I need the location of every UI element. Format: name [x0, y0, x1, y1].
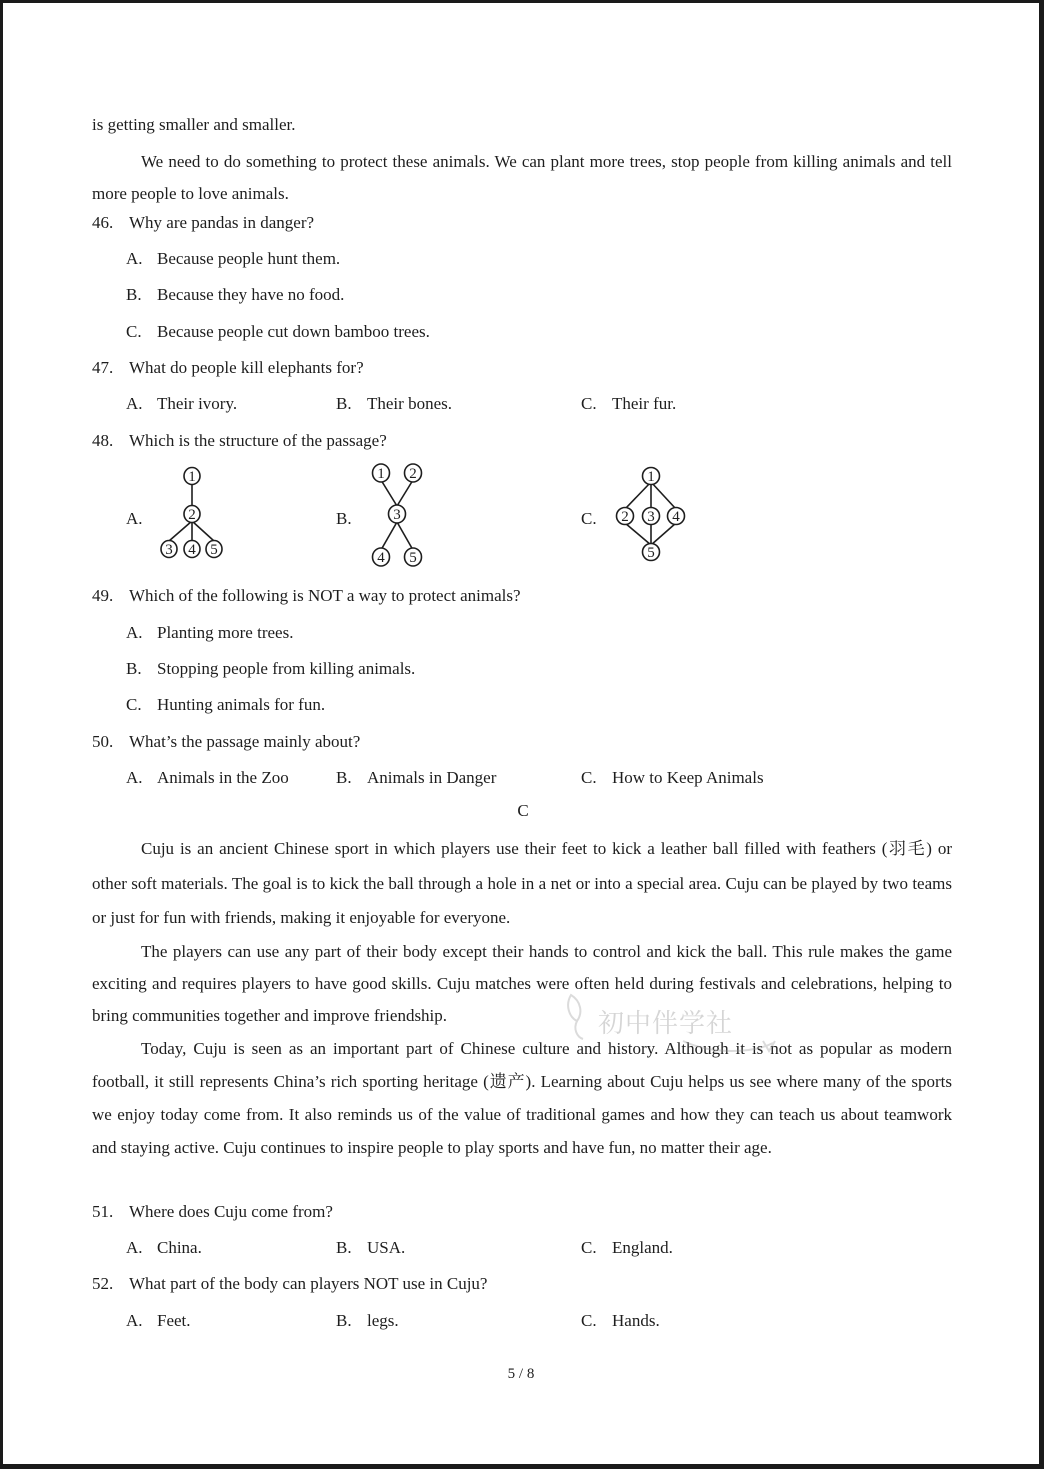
option-52-c[interactable] [581, 1310, 660, 1332]
option-48-a-label[interactable]: A. [126, 509, 143, 528]
svg-text:5: 5 [409, 550, 417, 566]
option-51-b[interactable] [336, 1237, 405, 1259]
option-letter: B. [126, 659, 142, 678]
structure-diagram-a[interactable] [153, 465, 233, 570]
svg-text:5: 5 [647, 545, 655, 561]
option-text: Animals in the Zoo [157, 768, 289, 787]
option-letter: B. [126, 285, 142, 304]
question-number: 47. [92, 358, 114, 377]
question-text: Which of the following is NOT a way to protect animals? [129, 586, 521, 605]
svg-text:1: 1 [377, 466, 385, 482]
option-text: China. [157, 1238, 202, 1257]
option-letter: A. [126, 1238, 143, 1257]
option-letter: B. [336, 1238, 352, 1257]
option-51-c[interactable] [581, 1237, 673, 1259]
option-letter: A. [126, 1311, 143, 1330]
option-letter: A. [126, 394, 143, 413]
option-letter: B. [336, 768, 352, 787]
tree-diagram-icon [153, 465, 233, 565]
svg-text:2: 2 [188, 507, 196, 523]
svg-text:3: 3 [393, 507, 401, 523]
structure-diagram-b[interactable] [365, 460, 431, 577]
question-number: 51. [92, 1202, 114, 1221]
question-text: Which is the structure of the passage? [129, 431, 387, 450]
option-50-c[interactable] [581, 767, 764, 789]
passage-c-paragraph-2 [92, 936, 952, 1032]
svg-text:2: 2 [621, 509, 629, 525]
option-text: USA. [367, 1238, 406, 1257]
question-52 [92, 1273, 487, 1295]
svg-text:1: 1 [647, 469, 655, 485]
question-number: 52. [92, 1274, 114, 1293]
question-text: What’s the passage mainly about? [129, 732, 361, 751]
paragraph-text: Today, Cuju is seen as an important part of Chinese culture and history. Although it is not as popular as modern football, it still represents China’s rich sporting heritage (遗产). Learning about Cuju helps us see where many of the sports we enjoy today come from. It also reminds us of the value of traditional games and how they can teach us about teamwork and staying active. Cuju continues to inspire people to play sports and have fun, no matter their age. [92, 1039, 952, 1157]
svg-text:4: 4 [188, 542, 196, 558]
option-text: Animals in Danger [367, 768, 497, 787]
option-text: England. [612, 1238, 673, 1257]
option-46-b[interactable] [126, 284, 344, 306]
option-49-c[interactable] [126, 694, 325, 716]
option-letter: B. [336, 394, 352, 413]
option-48-b-label[interactable]: B. [336, 509, 352, 528]
svg-text:5: 5 [210, 542, 218, 558]
svg-text:4: 4 [672, 509, 680, 525]
option-47-a[interactable] [126, 393, 237, 415]
option-51-a[interactable] [126, 1237, 202, 1259]
option-49-a[interactable] [126, 622, 293, 644]
diamond-diagram-icon [611, 465, 691, 565]
option-letter: C. [126, 695, 142, 714]
option-text: Because people hunt them. [157, 249, 341, 268]
svg-text:3: 3 [165, 542, 173, 558]
option-letter: A. [126, 249, 143, 268]
page-number: 5 / 8 [507, 1366, 535, 1382]
question-number: 49. [92, 586, 114, 605]
svg-text:1: 1 [188, 469, 196, 485]
question-51 [92, 1201, 333, 1223]
option-text: Feet. [157, 1311, 191, 1330]
option-text: How to Keep Animals [612, 768, 764, 787]
svg-text:4: 4 [377, 550, 385, 566]
exam-page [3, 3, 1039, 1464]
option-46-a[interactable] [126, 248, 340, 270]
option-letter: C. [581, 768, 597, 787]
option-52-a[interactable] [126, 1310, 191, 1332]
svg-text:2: 2 [409, 466, 417, 482]
option-text: legs. [367, 1311, 399, 1330]
question-text: Where does Cuju come from? [129, 1202, 333, 1221]
passage-b-continuation: is getting smaller and smaller. [92, 115, 296, 134]
svg-text:3: 3 [647, 509, 655, 525]
question-number: 46. [92, 213, 114, 232]
passage-c-paragraph-1 [92, 832, 952, 936]
option-text: Because people cut down bamboo trees. [157, 322, 430, 341]
option-text: Their fur. [612, 394, 677, 413]
question-48 [92, 430, 387, 452]
paragraph-text: Cuju is an ancient Chinese sport in which players use their feet to kick a leather ball filled with feathers (羽毛) or other soft materials. The goal is to kick the ball through a hole in a net or into a special area. Cuju can be played by two teams or just for fun with friends, making it enjoyable for everyone. [92, 839, 952, 927]
question-50 [92, 731, 360, 753]
option-50-a[interactable] [126, 767, 289, 789]
question-49 [92, 585, 521, 607]
option-text: Because they have no food. [157, 285, 345, 304]
option-text: Planting more trees. [157, 623, 294, 642]
option-letter: C. [581, 394, 597, 413]
x-diagram-icon [365, 460, 431, 572]
option-52-b[interactable] [336, 1310, 399, 1332]
option-letter: B. [336, 1311, 352, 1330]
question-number: 50. [92, 732, 114, 751]
option-letter: A. [126, 623, 143, 642]
option-letter: C. [126, 322, 142, 341]
option-letter: C. [581, 1238, 597, 1257]
question-text: What part of the body can players NOT use in Cuju? [129, 1274, 488, 1293]
option-text: Their ivory. [157, 394, 238, 413]
passage-c-paragraph-3 [92, 1032, 952, 1164]
option-46-c[interactable] [126, 321, 430, 343]
option-text: Hunting animals for fun. [157, 695, 326, 714]
option-47-c[interactable] [581, 393, 676, 415]
option-50-b[interactable] [336, 767, 496, 789]
option-letter: A. [126, 768, 143, 787]
option-text: Hands. [612, 1311, 660, 1330]
option-47-b[interactable] [336, 393, 452, 415]
option-text: Stopping people from killing animals. [157, 659, 416, 678]
passage-b-last-paragraph [92, 146, 952, 210]
section-c-heading: C [517, 801, 529, 820]
paragraph-text: The players can use any part of their body except their hands to control and kick the ball. This rule makes the game exciting and requires players to have good skills. Cuju matches were often held during festivals and celebrations, helping to bring communities together and improve friendship. [92, 942, 952, 1025]
question-text: Why are pandas in danger? [129, 213, 315, 232]
structure-diagram-c[interactable] [611, 465, 691, 570]
paragraph-text: We need to do something to protect these animals. We can plant more trees, stop people from killing animals and tell more people to love animals. [92, 152, 952, 203]
option-letter: C. [581, 1311, 597, 1330]
question-number: 48. [92, 431, 114, 450]
question-text: What do people kill elephants for? [129, 358, 364, 377]
question-47 [92, 357, 364, 379]
option-49-b[interactable] [126, 658, 415, 680]
option-48-c-label[interactable]: C. [581, 509, 597, 528]
option-text: Their bones. [367, 394, 452, 413]
question-46 [92, 212, 314, 234]
watermark-text: 初中伴学社 [598, 1009, 734, 1039]
